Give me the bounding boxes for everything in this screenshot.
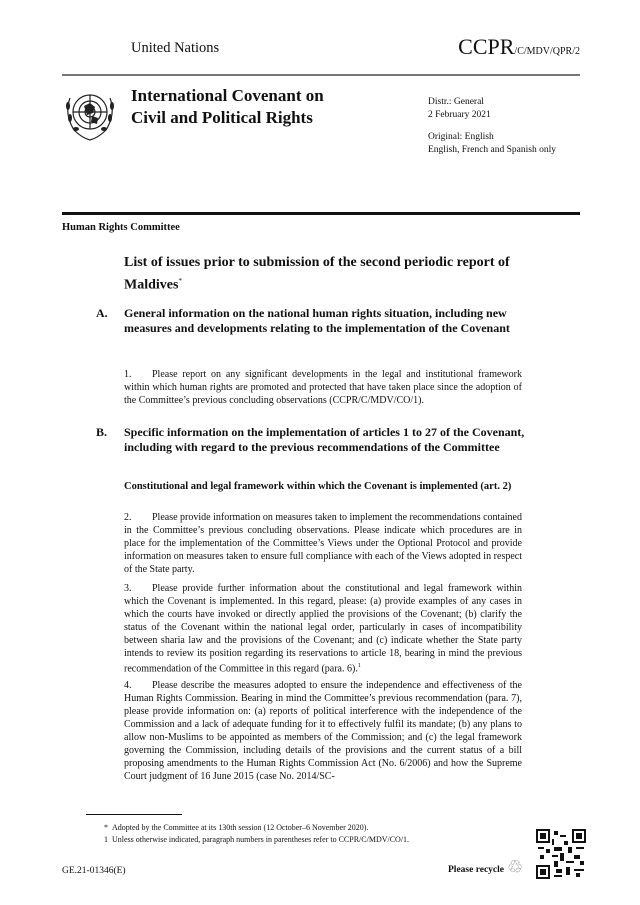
original-language: Original: English bbox=[428, 132, 494, 142]
paragraph-text: Please provide information on measures taken to implement the recommendations contained in the Committee’s previous concluding observations. Please indicate which procedures are in place for the implementation of the Committee’s Views under the Optional Protocol and provide information on measures taken to ensure full compliance with each of the Views adopted in respect of the State party. bbox=[124, 512, 522, 575]
paragraph-2 bbox=[124, 511, 522, 576]
paragraph-1 bbox=[124, 368, 522, 407]
symbol-rest: /C/MDV/QPR/2 bbox=[514, 46, 580, 57]
footnote-ref[interactable]: 1 bbox=[357, 663, 361, 669]
recycle-label: Please recycle bbox=[448, 865, 504, 875]
header-rule bbox=[62, 74, 580, 76]
committee-name: Human Rights Committee bbox=[62, 222, 180, 233]
document-title-text: List of issues prior to submission of the second periodic report of Maldives bbox=[124, 255, 510, 293]
paragraph-4 bbox=[124, 679, 522, 783]
footnote-1 bbox=[96, 834, 409, 845]
document-symbol bbox=[458, 34, 580, 60]
un-emblem-icon bbox=[62, 84, 118, 144]
paragraph-text: Please provide further information about the constitutional and legal framework within which the Covenant is implemented. In this regard, please: (a) provide examples of any cases in which the courts have invoked or directly applied the provisions of the Covenant; (b) clarify the status of the Covenant within the national legal order, particularly in cases of incompatibility between sharia law and the provisions of the Covenant; and (c) indicate whether the State party intends to review its position regarding its reservations to article 18, bearing in mind the previous recommendation of the Committee in this regard (para. 6). bbox=[124, 583, 522, 675]
distribution-info bbox=[428, 96, 556, 157]
treaty-title bbox=[131, 85, 324, 129]
recycle-icon: ♲ bbox=[507, 857, 524, 877]
section-a-heading bbox=[96, 306, 536, 336]
paragraph-3 bbox=[124, 582, 522, 675]
section-title: Specific information on the implementation of articles 1 to 27 of the Covenant, including with regard to the previous recommendations of the Committee bbox=[124, 425, 525, 454]
document-code: GE.21-01346(E) bbox=[62, 866, 126, 876]
title-rule bbox=[62, 212, 580, 215]
section-title: General information on the national human rights situation, including new measures and developments relating to the implementation of the Covenant bbox=[124, 306, 510, 335]
qr-code-icon[interactable] bbox=[536, 829, 586, 879]
paragraph-number: 1. bbox=[124, 369, 132, 380]
paragraph-number: 4. bbox=[124, 680, 132, 691]
treaty-title-line1: International Covenant on bbox=[131, 86, 324, 105]
section-letter: A. bbox=[96, 306, 108, 320]
footnote-text: Adopted by the Committee at its 130th session (12 October–6 November 2020). bbox=[112, 823, 369, 832]
paragraph-number: 2. bbox=[124, 512, 132, 523]
document-title bbox=[124, 254, 524, 295]
footnote-star bbox=[96, 822, 368, 833]
languages: English, French and Spanish only bbox=[428, 145, 556, 155]
symbol-main: CCPR bbox=[458, 34, 515, 59]
organization-name: United Nations bbox=[131, 40, 220, 56]
section-letter: B. bbox=[96, 425, 108, 439]
section-b-heading bbox=[96, 425, 536, 455]
footnote-mark: * bbox=[104, 823, 108, 832]
title-footnote-mark: * bbox=[178, 277, 182, 285]
footnote-mark: 1 bbox=[104, 835, 108, 844]
paragraph-text: Please report on any significant developments in the legal and institutional framework within which human rights are promoted and protected that have taken place since the adoption of the Committee’s previous concluding observations (CCPR/C/MDV/CO/1). bbox=[124, 369, 522, 406]
paragraph-number: 3. bbox=[124, 583, 132, 594]
footnote-rule bbox=[86, 814, 182, 815]
issue-date: 2 February 2021 bbox=[428, 110, 491, 120]
footnote-text: Unless otherwise indicated, paragraph numbers in parentheses refer to CCPR/C/MDV/CO/1. bbox=[112, 835, 410, 844]
treaty-title-line2: Civil and Political Rights bbox=[131, 108, 313, 127]
subheading: Constitutional and legal framework within which the Covenant is implemented (art. 2) bbox=[124, 481, 512, 492]
distribution: Distr.: General bbox=[428, 97, 484, 107]
paragraph-text: Please describe the measures adopted to ensure the independence and effectiveness of the Human Rights Commission. Bearing in mind the Committee’s previous recommendation (para. 7), please provide information on: (a) reports of political interference with the independence of the Commission and a lack of adequate funding for it to effectively fulfil its mandate; (b) any plans to allow non-Muslims to be appointed as members of the Commission; and (c) the legal framework governing the Commission, including details of the provisions and the current status of a bill proposing amendments to the Human Rights Commission Act (No. 6/2006) and how the Supreme Court judgment of 16 June 2015 (case No. 2014/SC- bbox=[124, 680, 522, 782]
